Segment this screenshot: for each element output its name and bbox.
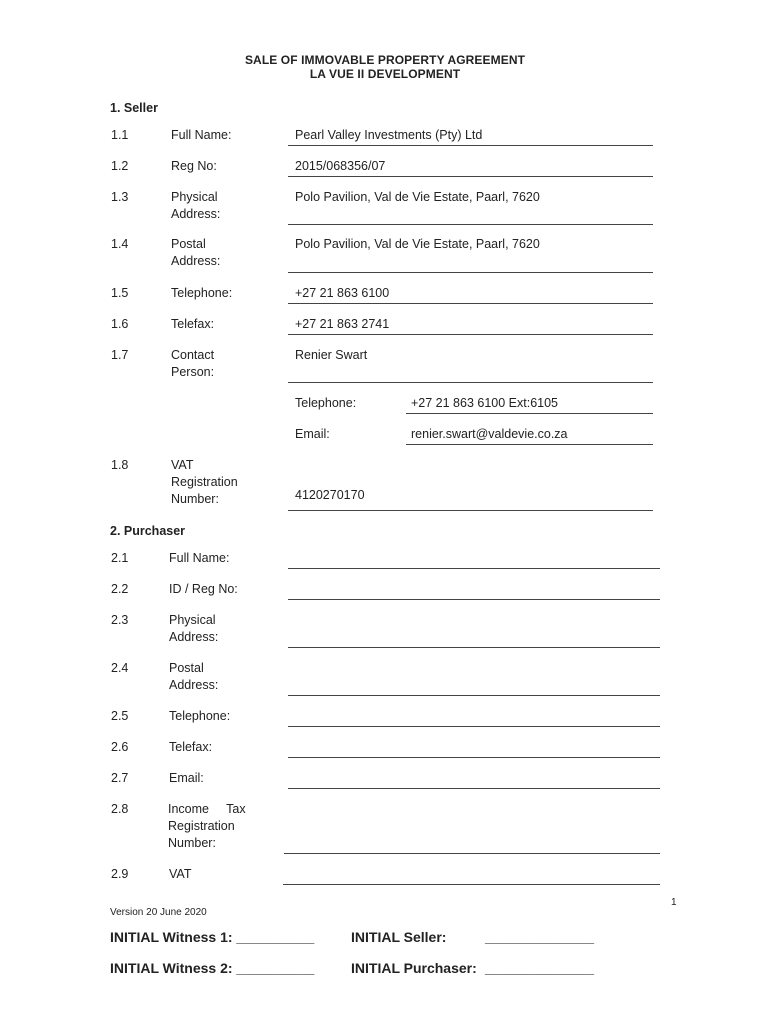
contact-telephone-label: Telephone: [295, 396, 357, 410]
seller-vat-label: VAT Registration Number: [171, 458, 238, 506]
seller-vat-line [288, 510, 653, 511]
purchaser-telephone-field[interactable] [288, 726, 660, 727]
initial-witness-1: INITIAL Witness 1: __________ [110, 929, 315, 945]
contact-email-label: Email: [295, 427, 330, 441]
seller-postal-address-value: Polo Pavilion, Val de Vie Estate, Paarl, 7620 [295, 237, 540, 251]
initial-seller-blank: ______________ [485, 929, 595, 945]
purchaser-row-label: Email: [169, 771, 204, 785]
initial-seller-label: INITIAL Seller: [351, 929, 447, 945]
seller-row-number: 1.8 [111, 458, 129, 472]
seller-telephone-line [288, 303, 653, 304]
purchaser-row-number: 2.8 [111, 802, 129, 816]
purchaser-postal-address-field[interactable] [288, 695, 660, 696]
seller-heading: 1. Seller [110, 101, 158, 115]
seller-telefax-line [288, 334, 653, 335]
seller-reg-no-line [288, 176, 653, 177]
purchaser-telefax-field[interactable] [288, 757, 660, 758]
seller-row-label: Postal Address: [171, 237, 221, 268]
initial-purchaser-blank: ______________ [485, 960, 595, 976]
seller-reg-no-value: 2015/068356/07 [295, 159, 386, 173]
initial-witness-2: INITIAL Witness 2: __________ [110, 960, 315, 976]
contact-telephone-value: +27 21 863 6100 Ext:6105 [411, 396, 559, 410]
seller-row-number: 1.7 [111, 348, 129, 362]
purchaser-row-label: Income Tax Registration Number: [168, 802, 246, 850]
purchaser-id-reg-field[interactable] [288, 599, 660, 600]
seller-row-label: Contact Person: [171, 348, 215, 379]
purchaser-row-label: ID / Reg No: [169, 582, 238, 596]
purchaser-row-label: Telefax: [169, 740, 213, 754]
purchaser-full-name-field[interactable] [288, 568, 660, 569]
purchaser-heading: 2. Purchaser [110, 524, 186, 538]
seller-contact-person-value: Renier Swart [295, 348, 368, 362]
contact-email-line [406, 444, 653, 445]
purchaser-row-number: 2.9 [111, 867, 129, 881]
seller-physical-address-value: Polo Pavilion, Val de Vie Estate, Paarl, 7620 [295, 190, 540, 204]
contact-telephone-line [406, 413, 653, 414]
seller-vat-value: 4120270170 [295, 488, 365, 502]
contact-email-value: renier.swart@valdevie.co.za [411, 427, 568, 441]
seller-physical-address-line [288, 224, 653, 225]
version-note: Version 20 June 2020 [110, 907, 207, 918]
purchaser-row-label: VAT [169, 867, 192, 881]
purchaser-row-label: Telephone: [169, 709, 231, 723]
purchaser-row-number: 2.2 [111, 582, 129, 596]
purchaser-row-number: 2.4 [111, 661, 129, 675]
purchaser-income-tax-field[interactable] [284, 853, 660, 854]
seller-row-label: Physical Address: [171, 190, 221, 221]
seller-row-label: Telephone: [171, 286, 233, 300]
seller-postal-address-line [288, 272, 653, 273]
seller-telefax-value: +27 21 863 2741 [295, 317, 390, 331]
purchaser-row-number: 2.3 [111, 613, 129, 627]
purchaser-email-field[interactable] [288, 788, 660, 789]
purchaser-row-number: 2.5 [111, 709, 129, 723]
purchaser-row-label: Physical Address: [169, 613, 219, 644]
document-title-line2: LA VUE II DEVELOPMENT [309, 67, 461, 81]
page-number: 1 [671, 897, 677, 908]
seller-telephone-value: +27 21 863 6100 [295, 286, 390, 300]
initial-purchaser-label: INITIAL Purchaser: [351, 960, 477, 976]
seller-full-name-line [288, 145, 653, 146]
seller-row-number: 1.3 [111, 190, 129, 204]
seller-row-number: 1.1 [111, 128, 129, 142]
seller-row-number: 1.6 [111, 317, 129, 331]
seller-row-number: 1.5 [111, 286, 129, 300]
seller-row-label: Telefax: [171, 317, 215, 331]
purchaser-physical-address-field[interactable] [288, 647, 660, 648]
seller-row-label: Full Name: [171, 128, 232, 142]
purchaser-row-number: 2.6 [111, 740, 129, 754]
purchaser-row-number: 2.7 [111, 771, 129, 785]
seller-row-number: 1.4 [111, 237, 129, 251]
seller-row-number: 1.2 [111, 159, 129, 173]
seller-full-name-value: Pearl Valley Investments (Pty) Ltd [295, 128, 483, 142]
purchaser-vat-field[interactable] [283, 884, 660, 885]
purchaser-row-label: Postal Address: [169, 661, 219, 692]
document-title-line1: SALE OF IMMOVABLE PROPERTY AGREEMENT [244, 53, 526, 67]
seller-contact-person-line [288, 382, 653, 383]
seller-row-label: Reg No: [171, 159, 217, 173]
purchaser-row-label: Full Name: [169, 551, 230, 565]
purchaser-row-number: 2.1 [111, 551, 129, 565]
